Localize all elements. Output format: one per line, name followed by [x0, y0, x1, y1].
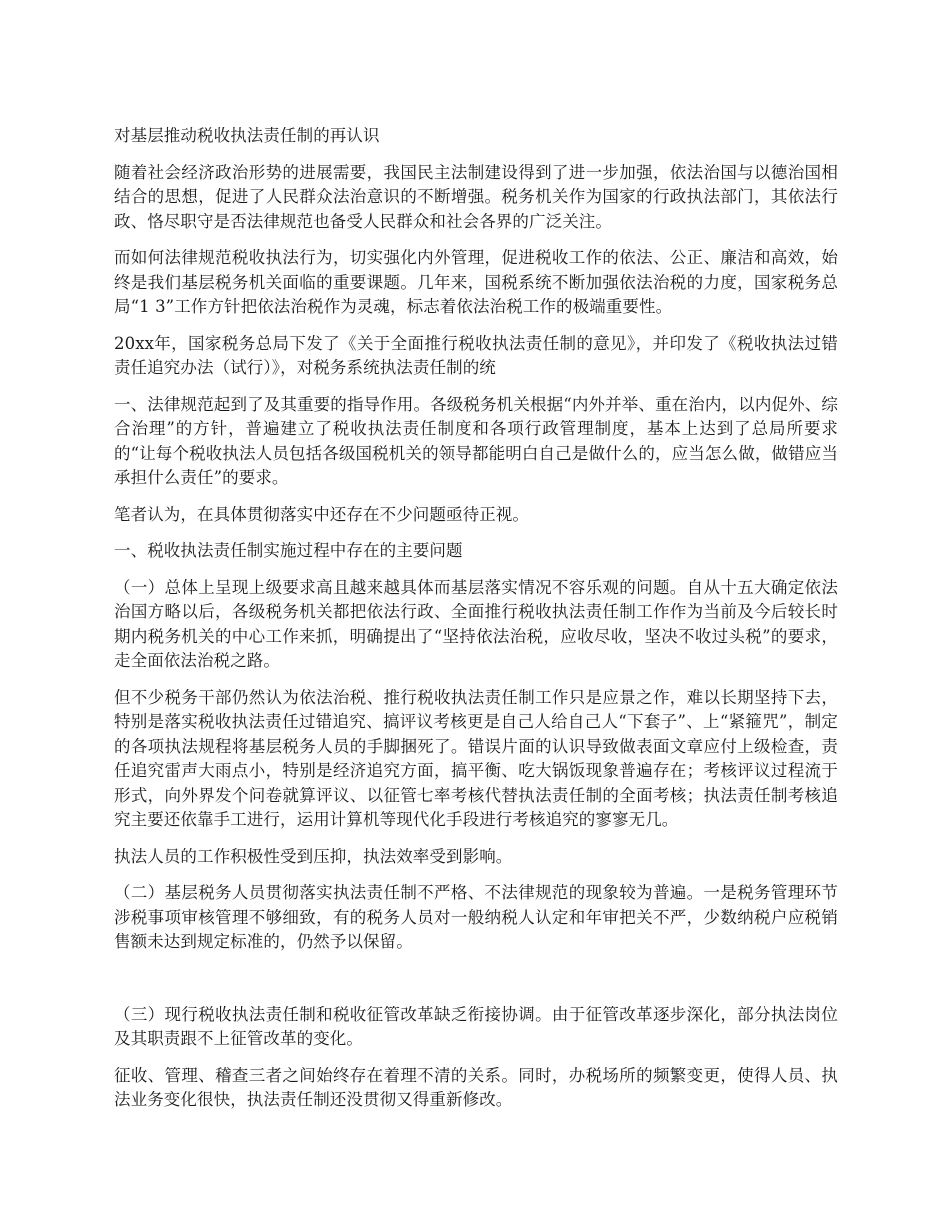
paragraph-3: 20xx年，国家税务总局下发了《关于全面推行税收执法责任制的意见》，并印发了《税收执法过错责任追究办法（试行）》，对税务系统执法责任制的统: [114, 333, 838, 377]
paragraph-8: 但不少税务干部仍然认为依法治税、推行税收执法责任制工作只是应景之作，难以长期坚持下去，特别是落实税收执法责任过错追究、搞评议考核更是自己人给自己人“下套子”、上“紧箍咒”，制定的各项执法规程将基层税务人员的手脚捆死了。错误片面的认识导致做表面文章应付上级检查，责任追究雷声大雨点小，特别是经济追究方面，搞平衡、吃大锅饭现象普遍存在；考核评议过程流于形式，向外界发个问卷就算评议、以征管七率考核代替执法责任制的全面考核；执法责任制考核追究主要还依靠手工进行，运用计算机等现代化手段进行考核追究的寥寥无几。: [114, 687, 838, 829]
paragraph-10: （二）基层税务人员贯彻落实执法责任制不严格、不法律规范的现象较为普遍。一是税务管理环节涉税事项审核管理不够细致，有的税务人员对一般纳税人认定和年审把关不严，少数纳税户应税销售额未达到规定标准的，仍然予以保留。: [114, 883, 838, 951]
paragraph-5: 笔者认为，在具体贯彻落实中还存在不少问题亟待正视。: [114, 504, 529, 524]
paragraph-1: 随着社会经济政治形势的进展需要，我国民主法制建设得到了进一步加强，依法治国与以德治国相结合的思想，促进了人民群众法治意识的不断增强。税务机关作为国家的行政执法部门，其依法行政、恪尽职守是否法律规范也备受人民群众和社会各界的广泛关注。: [114, 162, 838, 231]
paragraph-9: 执法人员的工作积极性受到压抑，执法效率受到影响。: [114, 846, 513, 866]
paragraph-11: （三）现行税收执法责任制和税收征管改革缺乏衔接协调。由于征管改革逐步深化，部分执法岗位及其职责跟不上征管改革的变化。: [114, 1004, 838, 1048]
paragraph-2: 而如何法律规范税收执法行为，切实强化内外管理，促进税收工作的依法、公正、廉洁和高效，始终是我们基层税务机关面临的重要课题。几年来，国税系统不断加强依法治税的力度，国家税务总局“1 3”工作方针把依法治税作为灵魂，标志着依法治税工作的极端重要性。: [114, 248, 838, 316]
blank-spacer: [114, 967, 838, 1003]
document-body: [114, 124, 838, 1125]
section-heading: 一、税收执法责任制实施过程中存在的主要问题: [114, 541, 463, 560]
paragraph-4: 一、法律规范起到了及其重要的指导作用。各级税务机关根据“内外并举、重在治内，以内促外、综合治理”的方针，普遍建立了税收执法责任制度和各项行政管理制度，基本上达到了总局所要求的“让每个税收执法人员包括各级国税机关的领导都能明白自己是做什么的，应当怎么做，做错应当承担什么责任”的要求。: [114, 394, 838, 487]
paragraph-7: （一）总体上呈现上级要求高且越来越具体而基层落实情况不容乐观的问题。自从十五大确定依法治国方略以后，各级税务机关都把依法行政、全面推行税收执法责任制工作作为当前及今后较长时期内税务机关的中心工作来抓，明确提出了“坚持依法治税，应收尽收，坚决不收过头税”的要求，走全面依法治税之路。: [114, 577, 838, 670]
document-title: 对基层推动税收执法责任制的再认识: [114, 126, 380, 145]
paragraph-12: 征收、管理、稽查三者之间始终存在着理不清的关系。同时，办税场所的频繁变更，使得人员、执法业务变化很快，执法责任制还没贯彻又得重新修改。: [114, 1065, 838, 1109]
